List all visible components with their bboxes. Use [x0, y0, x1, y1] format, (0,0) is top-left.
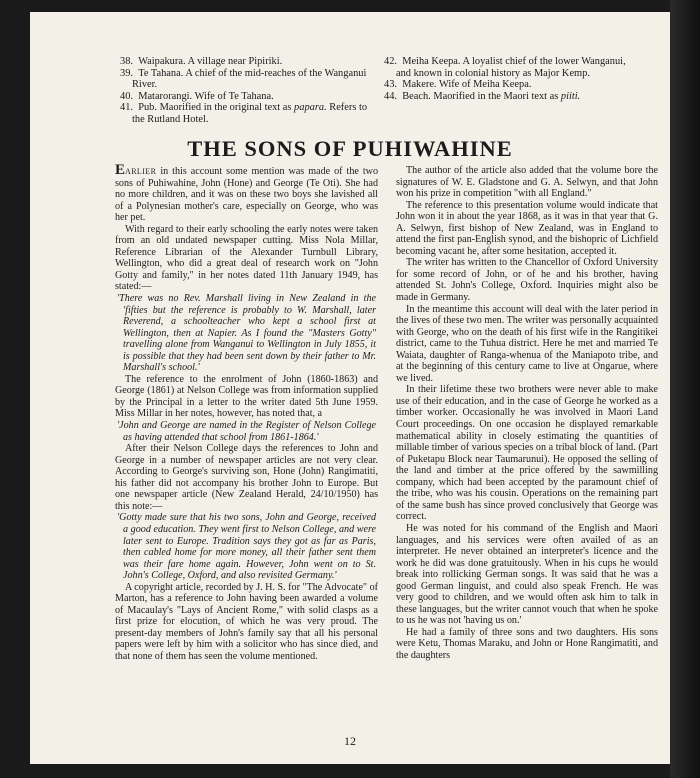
right-column — [396, 165, 658, 662]
footnote-38: 38. Waipakura. A village near Pipiriki. — [120, 56, 283, 67]
paragraph: EARLIER in this account some mention was made of the two sons of Puhiwahine, John (Hone) and George (Te Oti). She had no more children, and it was on these two boys she lavished all of a Polynesian mother's care, especially on George, who was her pet. — [115, 162, 378, 224]
book-page — [30, 12, 670, 764]
footnote-39: 39. Te Tahana. A chief of the mid-reaches of the Wanganui River. — [120, 67, 367, 91]
drop-cap: E — [115, 162, 126, 178]
binding-shadow — [670, 0, 700, 778]
paragraph: In the meantime this account will deal with the later period in the lives of these two men. The writer was personally acquainted with George, who on the death of his first wife in the Rangitikei district, came to the Tuhua district. Here he met and married Te Waiata, daughter of Ranga-whenua of the Maniapoto tribe, and at the beginning of this century came to live at Ongarue, where we lived. — [396, 303, 658, 384]
block-quote: 'Gotty made sure that his two sons, John and George, received a good education. They went first to Nelson College, and were later sent to Europe. Tradition says they got as far as Paris, then cabled home for more money, all their father sent them was their fare home again. However, John went on to St. John's College, Oxford, and also revisited Germany.' — [117, 512, 376, 582]
paragraph: The author of the article also added that the volume bore the signatures of W. E. Gladstone and G. A. Selwyn, and that John won his prize in competition "with all England." — [396, 165, 658, 200]
left-column — [115, 162, 378, 663]
paragraph: The writer has written to the Chancellor of Oxford University for some record of John, or of he and his brother, having attended St. John's College, Oxford. Inquiries might also be made in Germany. — [396, 257, 658, 304]
paragraph: After their Nelson College days the references to John and George in a number of newspaper articles are not very clear. According to George's surviving son, Hone (John) Rangimatiti, his father did not accompany his brother John to Europe. But one newspaper article (New Zealand Herald, 24/10/1950) has this note:— — [115, 443, 378, 512]
footnote-41: 41. Pub. Maorified in the original text as papara. Refers to the Rutland Hotel. — [120, 102, 368, 125]
block-quote: 'John and George are named in the Register of Nelson College as having attended that school from 1861-1864.' — [117, 420, 376, 443]
paragraph: He had a family of three sons and two daughters. His sons were Ketu, Thomas Maraku, and John or Hone Rangimatiti, and the daughters — [396, 626, 658, 661]
footnote-40: 40. Matarorangi. Wife of Te Tahana. — [120, 90, 274, 102]
footnote-43: 43. Makere. Wife of Meiha Keepa. — [384, 79, 532, 91]
footnotes-right — [384, 56, 638, 102]
paragraph: The reference to the enrolment of John (1860-1863) and George (1861) at Nelson College was from information supplied by the Principal in a letter to the writer dated 5th June 1959. Miss Millar in her notes, however, has noted that, a — [115, 373, 378, 420]
paragraph: A copyright article, recorded by J. H. S. for "The Advocate" of Marton, has a reference to John having been awarded a volume of Macaulay's "Lays of Ancient Rome," with solid clasps as a first prize for elocution, of which he was very proud. The present-day members of John's family say that all his personal papers were left by him with a solicitor who has since died, and that none of them has seen the volume mentioned. — [115, 581, 378, 662]
footnote-44: 44. Beach. Maorified in the Maori text as piiti. — [384, 90, 581, 102]
paragraph: He was noted for his command of the English and Maori languages, and his services were often availed of as an interpreter. He never obtained an interpreter's licence and the work he did was done gratuitously. When in his cups he would break into rollicking German songs. It was said that he was a good German linguist, and could also speak French. He was very good to children, and we would often ask him to talk in these languages, but the writer cannot vouch that when he spoke to us he was not 'having us on.' — [396, 522, 658, 627]
paragraph: In their lifetime these two brothers were never able to make use of their education, and in the case of George he worked as a timber worker. Occasionally he was involved in Maori Land Court proceedings. On one occasion he displayed remarkable mathematical ability in closely estimating the quantities of millable timber of various species on a tribal block of land. (Part of Puketapu Block near Taumarunui). He opposed the selling of the land and timber at the price offered by the sawmilling company, which had been accepted by the paramount chief of the tribe, who was his cousin. Operations on the remaining part of the same bush has since proved conclusively that George was correct. — [396, 384, 658, 523]
paragraph: The reference to this presentation volume would indicate that John won it in about the year 1868, as it was in that year that G. A. Selwyn, first bishop of New Zealand, was in England to attend the first pan-English synod, and the bishopric of Lichfield becoming vacant he, after some hesitation, accepted it. — [396, 199, 658, 257]
footnote-42: 42. Meiha Keepa. A loyalist chief of the lower Wanganui, and known in colonial history as Major Kemp. — [384, 56, 626, 79]
block-quote: 'There was no Rev. Marshall living in New Zealand in the 'fifties but the reference is probably to W. Marshall, later Reverend, a schoolteacher who kept a school first at Wellington, then at Napier. As I found the "Masters Gotty" travelling alone from Wanganui to Wellington in July 1855, it is possible that they had been sent down by their father to Mr. Marshall's school.' — [117, 293, 376, 374]
page-number: 12 — [344, 734, 356, 748]
paragraph: With regard to their early schooling the early notes were taken from an old undated newspaper cutting. Miss Nola Millar, Reference Librarian of the Alexander Turnbull Library, Wellington, who did a great deal of research work on "John Gotty and family," in her notes dated 11th January 1949, has stated:— — [115, 223, 378, 293]
footnotes-left — [120, 56, 370, 126]
chapter-title: THE SONS OF PUHIWAHINE — [187, 136, 513, 161]
